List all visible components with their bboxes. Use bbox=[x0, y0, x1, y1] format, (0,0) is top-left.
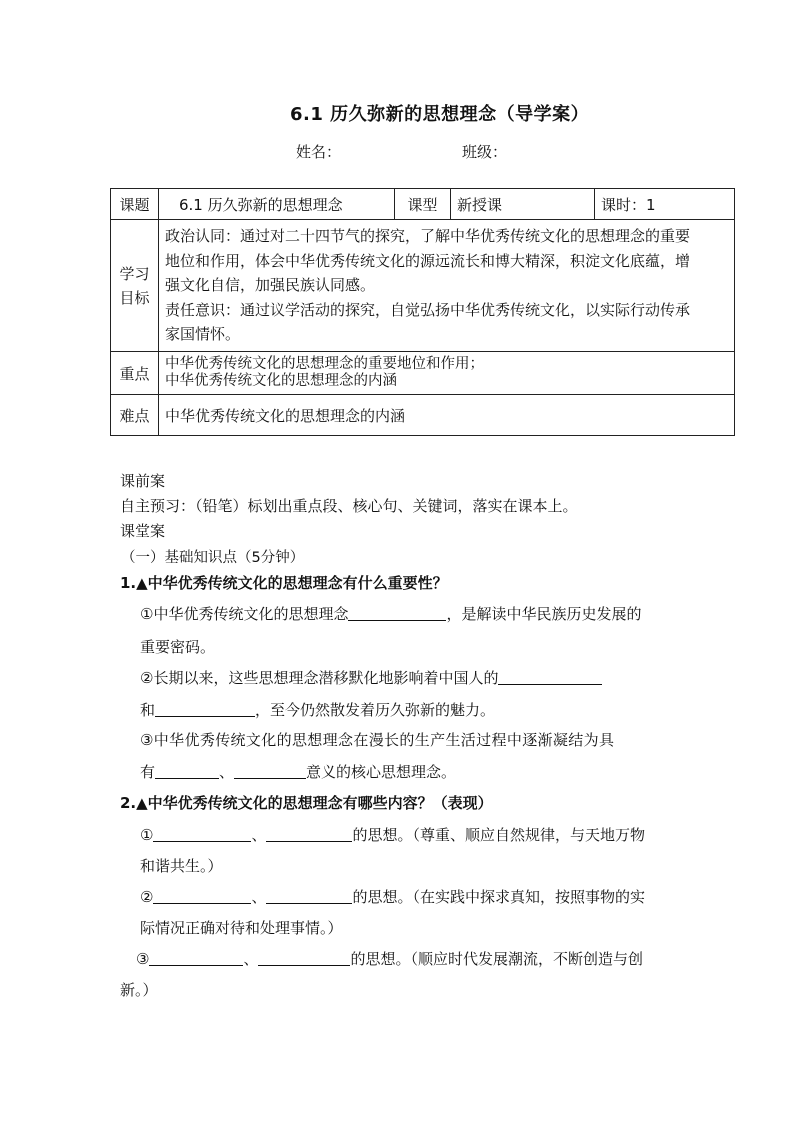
q2-item-1-sep: 、 bbox=[251, 826, 267, 844]
goals-line: 责任意识：通过议学活动的探究，自觉弘扬中华优秀传统文化，以实际行动传承 bbox=[165, 300, 691, 319]
fill-blank[interactable] bbox=[153, 825, 251, 842]
page-title: 6.1 历久弥新的思想理念（导学案） bbox=[290, 104, 590, 125]
fill-blank[interactable] bbox=[149, 949, 243, 966]
question-2-title: 2.▲中华优秀传统文化的思想理念有哪些内容？（表现） bbox=[120, 794, 493, 812]
lesson-type-value: 新授课 bbox=[451, 189, 595, 220]
in-class-heading: 课堂案 bbox=[120, 522, 166, 540]
goals-line: 强文化自信，加强民族认同感。 bbox=[165, 276, 376, 295]
q1-item-1 bbox=[140, 603, 641, 624]
q1-item-2-text-a: ②长期以来，这些思想理念潜移默化地影响着中国人的 bbox=[140, 669, 499, 687]
name-label: 姓名： bbox=[296, 143, 342, 161]
fill-blank[interactable] bbox=[153, 887, 251, 904]
q1-item-1-text-a: ①中华优秀传统文化的思想理念 bbox=[140, 605, 349, 623]
lesson-type-label: 课型 bbox=[395, 189, 451, 220]
fill-blank[interactable] bbox=[266, 825, 352, 842]
q2-item-3-sep: 、 bbox=[243, 950, 259, 968]
q1-item-2-cont bbox=[140, 699, 495, 720]
q2-item-1-text: 的思想。（尊重、顺应自然规律，与天地万物 bbox=[352, 826, 645, 844]
q1-item-3-text-b: 有 bbox=[140, 763, 156, 781]
fill-blank[interactable] bbox=[155, 700, 255, 717]
difficulties-label: 难点 bbox=[111, 395, 159, 436]
fill-blank[interactable] bbox=[348, 604, 446, 621]
fill-blank[interactable] bbox=[266, 887, 352, 904]
fill-blank[interactable] bbox=[234, 762, 306, 779]
q1-item-1-cont: 重要密码。 bbox=[140, 638, 216, 656]
topic-value: 6.1 历久弥新的思想理念 bbox=[159, 189, 395, 220]
q2-item-3-marker: ③ bbox=[136, 950, 150, 968]
q1-item-2-text-c: ，至今仍然散发着历久弥新的魅力。 bbox=[255, 701, 496, 719]
q2-item-1-cont: 和谐共生。） bbox=[140, 857, 223, 875]
q1-item-3-cont bbox=[140, 761, 456, 782]
q2-item-1 bbox=[140, 824, 645, 845]
lesson-info-table bbox=[110, 188, 735, 436]
q2-item-3-cont: 新。） bbox=[120, 981, 158, 999]
q2-item-2-cont: 际情况正确对待和处理事情。） bbox=[140, 919, 343, 937]
fill-blank[interactable] bbox=[258, 949, 350, 966]
pre-class-heading: 课前案 bbox=[120, 472, 166, 490]
goals-content bbox=[159, 220, 735, 352]
q2-item-3 bbox=[136, 948, 643, 969]
q1-item-2 bbox=[140, 667, 602, 688]
difficulties-content: 中华优秀传统文化的思想理念的内涵 bbox=[159, 395, 735, 436]
q2-item-1-marker: ① bbox=[140, 826, 154, 844]
table-row-topic bbox=[111, 189, 735, 220]
preview-instruction: 自主预习：（铅笔）标划出重点段、核心句、关键词，落实在课本上。 bbox=[120, 497, 578, 515]
section-one-heading: （一）基础知识点（5分钟） bbox=[121, 550, 305, 566]
q2-item-3-text: 的思想。（顺应时代发展潮流，不断创造与创 bbox=[350, 950, 643, 968]
goals-line: 家国情怀。 bbox=[165, 325, 241, 344]
q1-item-1-text-b: ，是解读中华民族历史发展的 bbox=[446, 605, 642, 623]
q2-item-2-marker: ② bbox=[140, 888, 154, 906]
q1-item-3-text-d: 意义的核心思想理念。 bbox=[306, 763, 457, 781]
key-point-line: 中华优秀传统文化的思想理念的内涵 bbox=[165, 373, 397, 389]
goals-label bbox=[111, 220, 159, 352]
q1-item-2-text-b: 和 bbox=[140, 701, 156, 719]
q2-item-2-text: 的思想。（在实践中探求真知，按照事物的实 bbox=[352, 888, 645, 906]
fill-blank[interactable] bbox=[498, 668, 602, 685]
table-row-goals bbox=[111, 220, 735, 352]
q1-item-3-text-c: 、 bbox=[219, 763, 235, 781]
key-points-label: 重点 bbox=[111, 352, 159, 395]
q2-item-2 bbox=[140, 886, 645, 907]
question-1-title: 1.▲中华优秀传统文化的思想理念有什么重要性？ bbox=[120, 574, 448, 592]
goals-line: 地位和作用，体会中华优秀传统文化的源远流长和博大精深，积淀文化底蕴，增 bbox=[165, 251, 691, 270]
key-point-line: 中华优秀传统文化的思想理念的重要地位和作用； bbox=[165, 356, 484, 372]
lesson-hours: 课时：1 bbox=[595, 189, 735, 220]
goals-label-line-2: 目标 bbox=[119, 288, 150, 307]
goals-label-line-1: 学习 bbox=[119, 264, 150, 283]
class-label: 班级： bbox=[462, 143, 508, 161]
table-row-key-points bbox=[111, 352, 735, 395]
q1-item-3: ③中华优秀传统文化的思想理念在漫长的生产生活过程中逐渐凝结为具 bbox=[140, 731, 615, 749]
topic-label: 课题 bbox=[111, 189, 159, 220]
table-row-difficulties bbox=[111, 395, 735, 436]
fill-blank[interactable] bbox=[155, 762, 219, 779]
goals-line: 政治认同：通过对二十四节气的探究，了解中华优秀传统文化的思想理念的重要 bbox=[165, 227, 691, 246]
key-points-content bbox=[159, 352, 735, 395]
q2-item-2-sep: 、 bbox=[251, 888, 267, 906]
